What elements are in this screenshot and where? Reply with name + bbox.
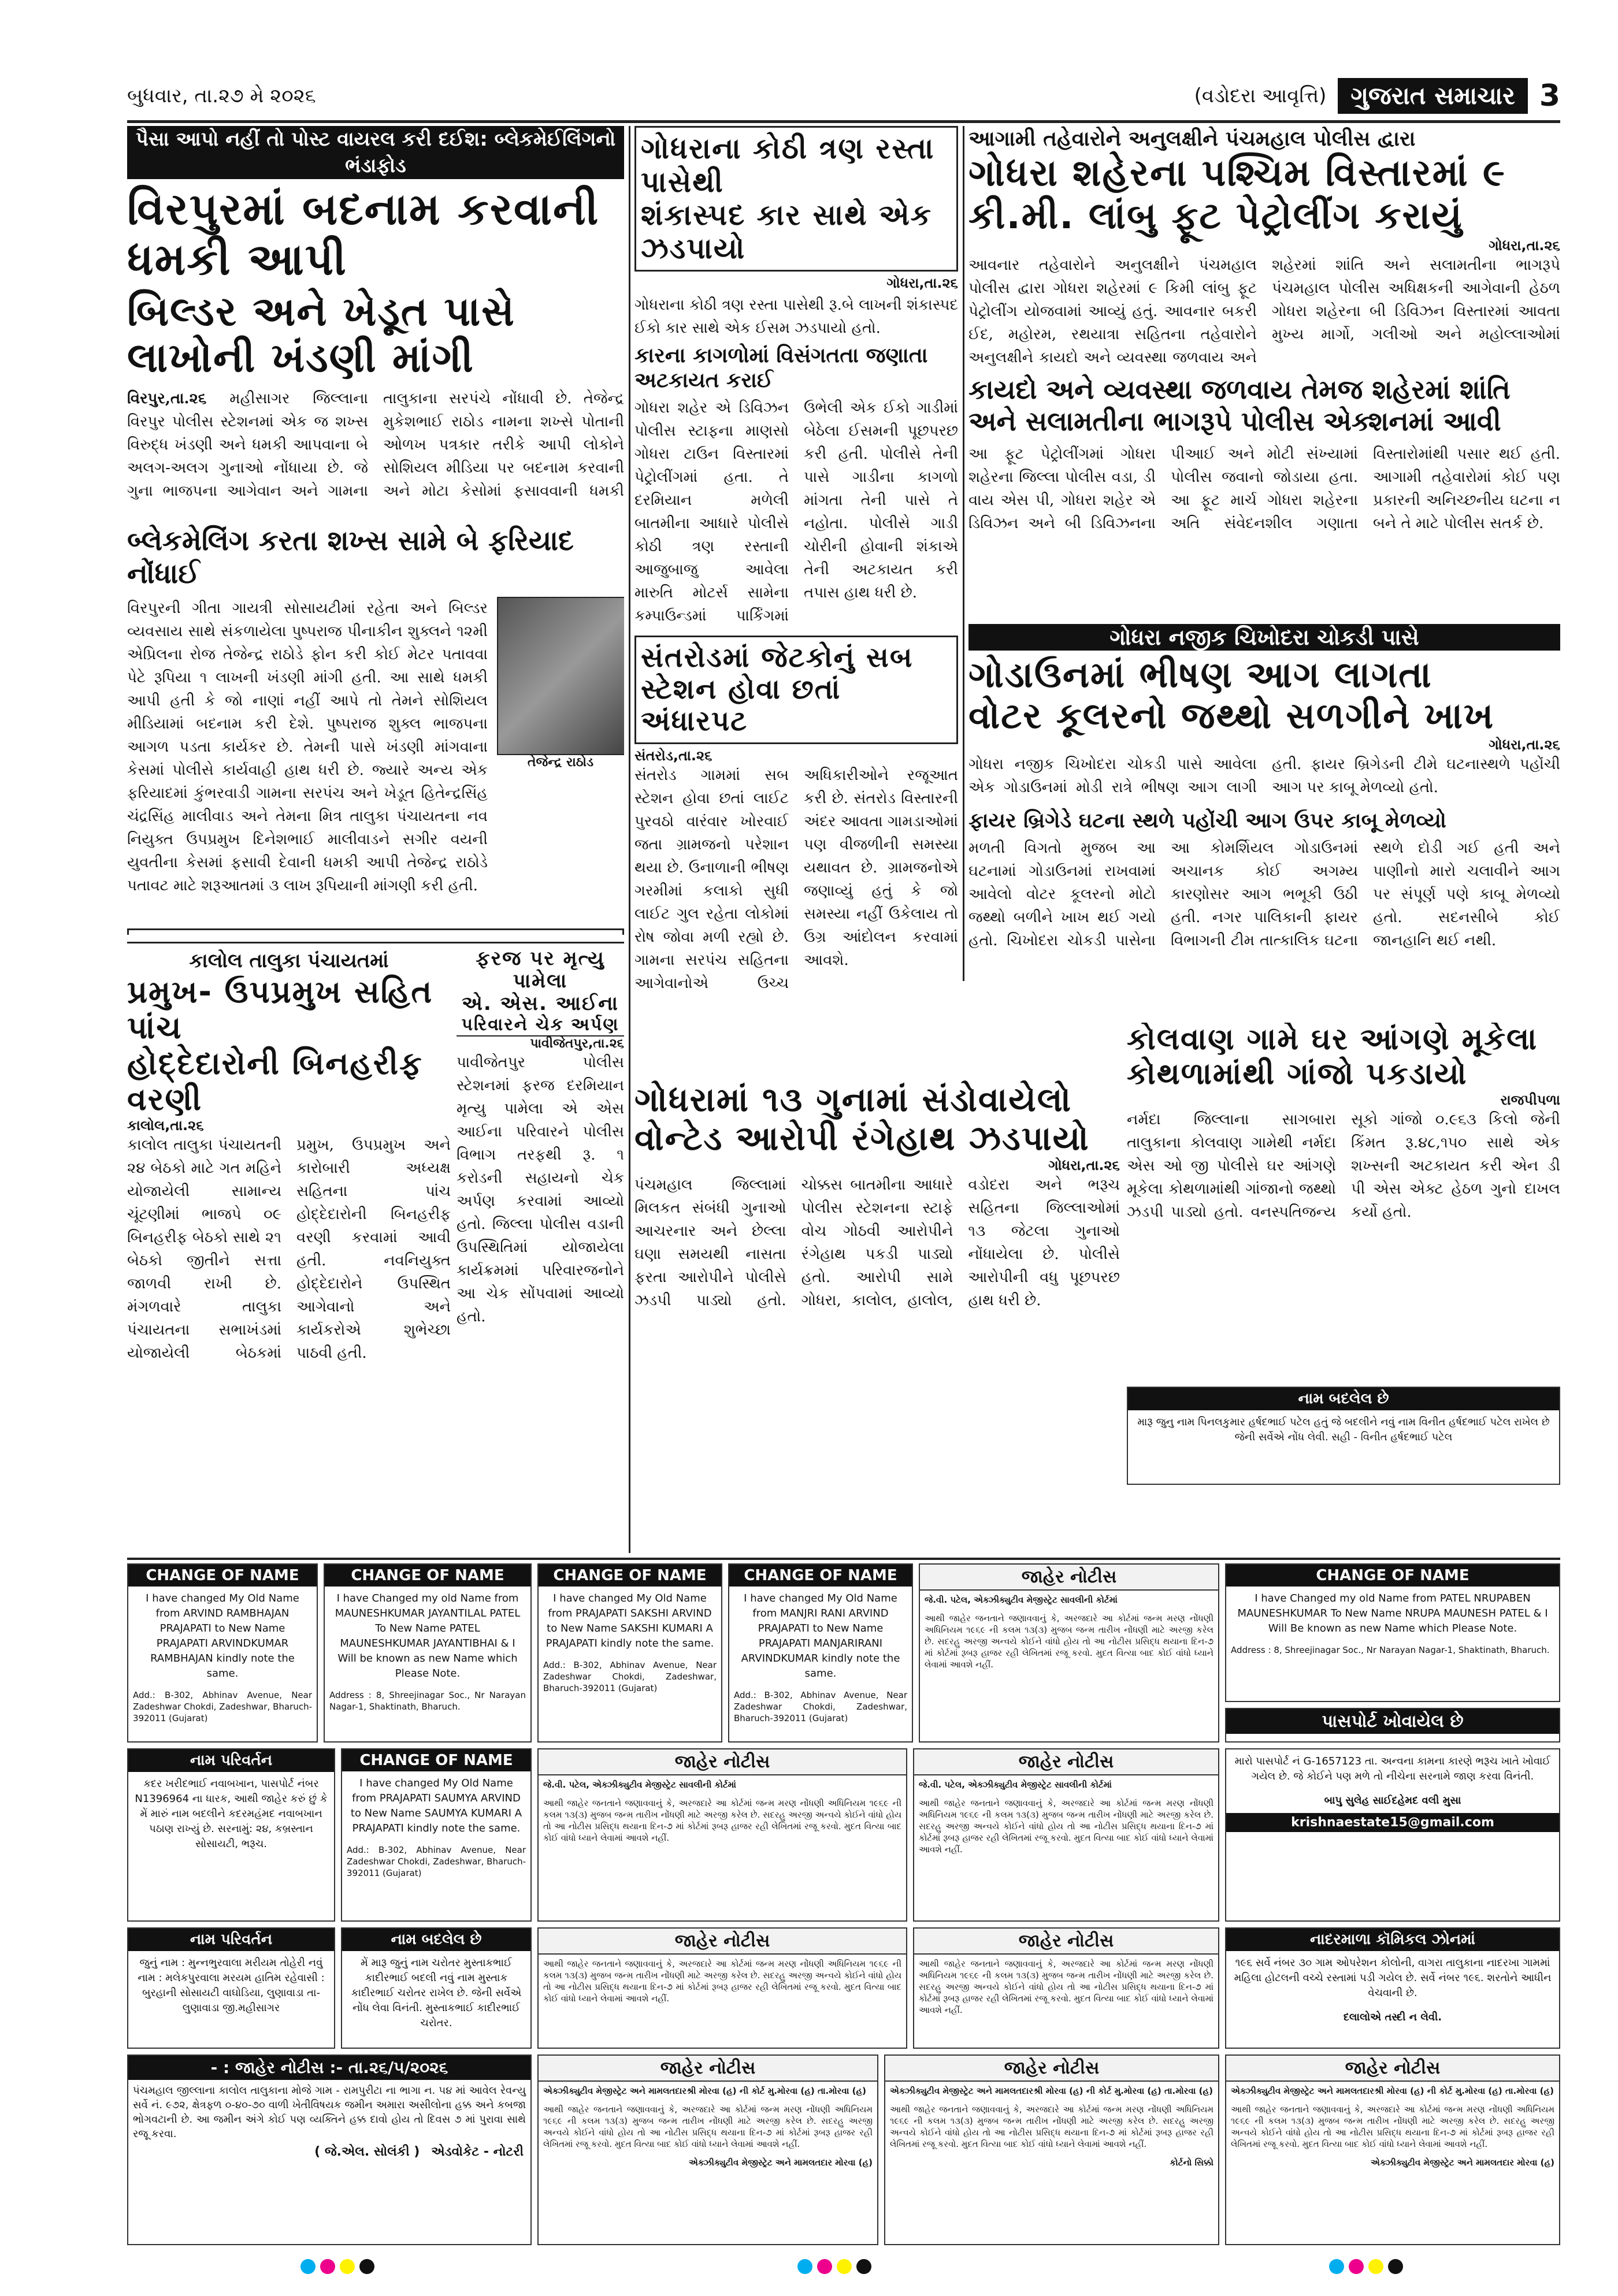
notice-sign: એક્ઝીક્યુટીવ મેજીસ્ટ્રેટ અને મામલતદાર મોરવા (હ) xyxy=(689,2157,873,2168)
notice-body: આથી જાહેર જનતાને જણાવવાનું કે, અરજદારે આ કોર્ટમાં જન્મ મરણ નોંધણી અધિનિયમ ૧૯૬૯ ની કલમ ૧૩(૩) મુજબ જન્મ તારીખ નોંધણી માટે અરજી કરેલ છે. સદરહુ અરજી અન્વયે કોઈને વાંધો હોય તો આ નોટીસ પ્રસિદ્ધ થયાના દિન-૭ માં કોર્ટમાં રૂબરૂ હાજર રહી લેખિતમાં રજૂ કરવો. મુદત વિત્યા બાદ કોઈ વાંધો ધ્યાને લેવામાં આવશે નહીં. xyxy=(1231,2104,1554,2149)
story-headline: પ્રમુખ- ઉપપ્રમુખ સહિત પાંચ xyxy=(127,974,433,1046)
notice-title: જાહેર નોટીસ xyxy=(539,1749,906,1775)
story-headline: ફરજ પર મૃત્યુ પામેલા xyxy=(476,948,605,993)
masthead-paper-name: ગુજરાત સમાચાર xyxy=(1338,78,1527,114)
ad-text: મારૂ જુનુ નામ પિનલકુમાર હર્ષદભાઈ પટેલ હતું જે બદલીને નવું નામ વિનીત હર્ષદભાઈ પટેલ રાખેલ છે જેની સર્વેએ નોંધ લેવી. સહી - વિનીત હર્ષદભાઈ પટેલ xyxy=(1137,1416,1550,1443)
notice-court: જે.વી. પટેલ, એક્ઝીક્યુટીવ મેજીસ્ટ્રેટ સાવલીની કોર્ટમાં xyxy=(925,1595,1118,1605)
notice-body: આથી જાહેર જનતાને જણાવવાનું કે, અરજદારે આ કોર્ટમાં જન્મ મરણ નોંધણી અધિનિયમ ૧૯૬૯ ની કલમ ૧૩(૩) મુજબ જન્મ તારીખ નોંધણી માટે અરજી કરેલ છે. સદરહુ અરજી અન્વયે કોઈને વાંધો હોય તો આ નોટીસ પ્રસિદ્ધ થયાના દિન-૭ માં કોર્ટમાં રૂબરૂ હાજર રહી લેખિતમાં રજૂ કરવો. મુદત વિત્યા બાદ કોઈ વાંધો ધ્યાને લેવામાં આવશે નહીં. xyxy=(919,1798,1214,1855)
ad-address: Add.: B-302, Abhinav Avenue, Near Zadeshwar Chokdi, Zadeshwar, Bharuch-392011 (Gujarat) xyxy=(734,1690,907,1723)
change-of-name-ad xyxy=(1225,1563,1560,1702)
notice-stamp: કોર્ટનો સિક્કો xyxy=(1170,2157,1214,2168)
story-dateline: ગોધરા,તા.૨૬ xyxy=(1489,736,1560,753)
notice-body: આથી જાહેર જનતાને જણાવવાનું કે, અરજદારે આ કોર્ટમાં જન્મ મરણ નોંધણી અધિનિયમ ૧૯૬૯ ની કલમ ૧૩(૩) મુજબ જન્મ તારીખ નોંધણી માટે અરજી કરેલ છે. સદરહુ અરજી અન્વયે કોઈને વાંધો હોય તો આ નોટીસ પ્રસિદ્ધ થયાના દિન-૭ માં કોર્ટમાં રૂબરૂ હાજર રહી લેખિતમાં રજૂ કરવો. મુદત વિત્યા બાદ કોઈ વાંધો ધ્યાને લેવામાં આવશે નહીં. xyxy=(543,2104,873,2149)
land-sale-ad xyxy=(1225,1927,1560,2049)
color-registration-marks xyxy=(300,2259,374,2274)
court-notice xyxy=(919,1563,1219,1743)
story-headline: ગોડાઉનમાં ભીષણ આગ લાગતા xyxy=(968,653,1433,696)
ad-title: CHANGE OF NAME xyxy=(342,1749,530,1771)
story-headline: ગોધરા શહેરના પશ્ચિમ વિસ્તારમાં ૯ xyxy=(968,152,1506,195)
story-body xyxy=(127,387,624,520)
court-notice xyxy=(1225,2054,1560,2245)
ad-text: I have changed My Old Name from PRAJAPATI SAUMYA ARVIND to New Name SAUMYA KUMARI A PRAJAPATI kindly note the same. xyxy=(350,1777,522,1834)
story-body: નર્મદા જિલ્લાના સાગબારા તાલુકાના કોલવાણ ગામેથી નર્મદા એસ ઓ જી પોલીસે ઘર આંગણે મૂકેલા કોથળામાંથી ગાંજાનો જથ્થો ઝડપી પાડ્યો હતો. વનસ્પતિજન્ય સૂકો ગાંજો ૦.૯૬૩ કિલો જેની કિંમત રૂ.૪૮,૧૫૦ સાથે એક શખ્સની અટકાયત કરી એન ડી પી એસ એક્ટ હેઠળ ગુનો દાખલ કર્યો હતો. xyxy=(1127,1110,1560,1221)
story-headline: વિરપુરમાં બદનામ કરવાની ધમકી આપી xyxy=(127,183,600,285)
notice-title: જાહેર નોટીસ xyxy=(539,2056,877,2082)
story-body: કાલોલ તાલુકા પંચાયતની ૨૪ બેઠકો માટે ગત મહિને યોજાયેલી સામાન્ય ચૂંટણીમાં ભાજપે ૦૯ બિનહરીફ બેઠકો સાથે ૨૧ બેઠકો જીતીને સત્તા જાળવી રાખી છે. મંગળવારે તાલુકા પંચાયતના સભાખંડમાં યોજાયેલી બેઠકમાં પ્રમુખ, ઉપપ્રમુખ અને કારોબારી અધ્યક્ષ સહિતના પાંચ હોદ્દેદારોની બિનહરીફ વરણી કરવામાં આવી હતી. નવનિયુક્ત હોદ્દેદારોને ઉપસ્થિત આગેવાનો અને કાર્યકરોએ શુભેચ્છા પાઠવી હતી. xyxy=(127,1136,451,1362)
story-headline-box xyxy=(634,126,958,272)
change-of-name-ad xyxy=(341,1748,532,1922)
story-dateline: ગોધરા,તા.૨૬ xyxy=(1489,237,1560,254)
notice-court: એક્ઝીક્યુટીવ મેજીસ્ટ્રેટ અને મામલતદારશ્રી મોરવા (હ) ની કોર્ટ મુ.મોરવા (હ) તા.મોરવા (હ) xyxy=(890,2086,1213,2096)
story-subhead: ફાયર બ્રિગેડે ઘટના સ્થળે પહોંચી આગ ઉપર કાબૂ મેળવ્યો xyxy=(968,808,1446,833)
ad-title: CHANGE OF NAME xyxy=(128,1565,317,1587)
story-lead: ગોધરા નજીક ચિખોદરા ચોકડી પાસે આવેલા એક ગોડાઉનમાં મોડી રાત્રે ભીષણ આગ લાગી હતી. ફાયર બ્રિગેડની ટીમે ઘટનાસ્થળે પહોંચી આગ પર કાબૂ મેળવ્યો હતો. xyxy=(968,755,1560,796)
ad-text: કદર ખરીદભાઈ નવાબખાન, પાસપોર્ટ નંબર N1396964 ના ધારક, આથી જાહેર કરું છું કે મેં મારું નામ બદલીને કદરમહંમદ નવાબખાન પઠાણ રાખ્યું છે. સરનામું: ૨૪, કબ્રસ્તાન સોસાયટી, ભરૂચ. xyxy=(135,1778,328,1850)
ad-text: I have changed My Old Name from PRAJAPATI SAKSHI ARVIND to New Name SAKSHI KUMARI A PRAJAPATI kindly note the same. xyxy=(545,1592,714,1649)
ad-text: મારો પાસપોર્ટ નં G-1657123 તા. અન્વના કામના કારણે ભરૂચ ખાતે ખોવાઈ ગયેલ છે. જે કોઈને પણ મળે તો નીચેના સરનામે જાણ કરવા વિનંતી. xyxy=(1234,1755,1551,1782)
classifieds-rule xyxy=(127,1558,1560,1560)
story-subhead: બ્લેકમેલિંગ કરતા શખ્સ સામે બે ફરિયાદ નોંધાઈ xyxy=(127,524,574,590)
ad-title: CHANGE OF NAME xyxy=(325,1565,530,1587)
ad-footer: દલાલોએ તસ્દી ન લેવી. xyxy=(1343,2011,1442,2023)
masthead xyxy=(127,73,1560,119)
ad-text: જુનું નામ : મુન્નભુરવાલા મરીયમ તોહેરી નવું નામ : મલેકપુરવાલા મરયમ હાતિમ રહેવાસી : બુરહાની સોસાયટી વાઘોડિયા, લુણાવાડા તા-લુણાવાડા જી.મહીસાગર xyxy=(138,1957,325,2014)
magenta-mark xyxy=(817,2259,832,2274)
color-registration-marks xyxy=(797,2259,871,2274)
ad-title: CHANGE OF NAME xyxy=(729,1565,912,1587)
ad-title: - : જાહેર નોટીસ :- તા.૨૬/૫/૨૦૨૬ xyxy=(128,2056,530,2080)
notice-title: જાહેર નોટીસ xyxy=(914,1749,1218,1775)
accused-photo xyxy=(497,597,624,755)
public-notice-ad xyxy=(127,2054,532,2245)
story-dateline: પાવીજેતપુર,તા.૨૬ xyxy=(530,1036,624,1051)
story-body: વિરપુરની ગીતા ગાયત્રી સોસાયટીમાં રહેતા અને બિલ્ડર વ્યવસાય સાથે સંકળાયેલા પુષ્પરાજ પીનાકીન શુક્લને ૧૨મી એપ્રિલના રોજ તેજેન્દ્ર રાઠોડે ફોન કરી કોઈ મેટર પતાવવા પેટે રૂપિયા ૧ લાખની ખંડણી માંગી હતી. આ સાથે ધમકી આપી હતી કે જો નાણાં નહીં આપે તો તેમને સોશિયલ મીડિયામાં બદનામ કરી દેશે. પુષ્પરાજ શુક્લ ભાજપના આગળ પડતા કાર્યકર છે. તેમની પાસે ખંડણી માંગવાના કેસમાં પોલીસે કાર્યવાહી હાથ ધરી છે. જ્યારે અન્ય એક ફરિયાદમાં કુંભરવાડી ગામના સરપંચ અને ખેડૂત હિતેન્દ્રસિંહ ચંદ્રસિંહ માલીવાડ અને તેમના મિત્ર તાલુકા પંચાયતના નવ નિયુક્ત ઉપપ્રમુખ દિનેશભાઈ માલીવાડને સગીર વયની યુવતીના કેસમાં ફસાવી દેવાની ધમકી આપી તેજેન્દ્ર રાઠોડે પતાવટ માટે શરૂઆતમાં ૩ લાખ રૂપિયાની માંગણી કરી હતી. xyxy=(127,599,488,894)
story-body: પંચમહાલ જિલ્લામાં મિલકત સંબંધી ગુનાઓ આચરનાર અને છેલ્લા ઘણા સમયથી નાસતા ફરતા આરોપીને પોલીસે ઝડપી પાડ્યો હતો. ચોક્કસ બાતમીના આધારે પોલીસ સ્ટેશનના સ્ટાફે વોચ ગોઠવી આરોપીને રંગેહાથ પકડી પાડ્યો હતો. આરોપી સામે ગોધરા, કાલોલ, હાલોલ, વડોદરા અને ભરૂચ સહિતના જિલ્લાઓમાં ૧૩ જેટલા ગુનાઓ નોંધાયેલા છે. પોલીસે આરોપીની વધુ પૂછપરછ હાથ ધરી છે. xyxy=(634,1176,1120,1310)
black-mark xyxy=(359,2259,374,2274)
yellow-mark xyxy=(837,2259,852,2274)
notice-body: આથી જાહેર જનતાને જણાવવાનું કે, અરજદારે આ કોર્ટમાં જન્મ મરણ નોંધણી અધિનિયમ ૧૯૬૯ ની કલમ ૧૩(૩) મુજબ જન્મ તારીખ નોંધણી માટે અરજી કરેલ છે. સદરહુ અરજી અન્વયે કોઈને વાંધો હોય તો આ નોટીસ પ્રસિદ્ધ થયાના દિન-૭ માં કોર્ટમાં રૂબરૂ હાજર રહી લેખિતમાં રજૂ કરવો. મુદત વિત્યા બાદ કોઈ વાંધો ધ્યાને લેવામાં આવશે નહીં. xyxy=(890,2104,1214,2149)
notice-body: આથી જાહેર જનતાને જણાવવાનું કે, અરજદારે આ કોર્ટમાં જન્મ મરણ નોંધણી અધિનિયમ ૧૯૬૯ ની કલમ ૧૩(૩) મુજબ જન્મ તારીખ નોંધણી માટે અરજી કરેલ છે. સદરહુ અરજી અન્વયે કોઈને વાંધો હોય તો આ નોટીસ પ્રસિદ્ધ થયાના દિન-૭ માં કોર્ટમાં રૂબરૂ હાજર રહી લેખિતમાં રજૂ કરવો. મુદત વિત્યા બાદ કોઈ વાંધો ધ્યાને લેવામાં આવશે નહીં. xyxy=(543,1798,901,1843)
notice-title: જાહેર નોટીસ xyxy=(885,2056,1218,2082)
magenta-mark xyxy=(1349,2259,1364,2274)
notice-title: જાહેર નોટીસ xyxy=(1226,2056,1559,2082)
yellow-mark xyxy=(1368,2259,1383,2274)
story-dateline: સંતરોડ,તા.૨૬ xyxy=(634,747,712,764)
ad-address: Add.: B-302, Abhinav Avenue, Near Zadeshwar Chokdi, Zadeshwar, Bharuch-392011 (Gujarat) xyxy=(347,1845,526,1878)
masthead-page-number: 3 xyxy=(1539,79,1560,113)
masthead-rule xyxy=(127,120,1560,123)
story-headline: કોથળામાંથી ગાંજો પકડાયો xyxy=(1127,1056,1468,1091)
ad-address: Address : 8, Shreejinagar Soc., Nr Narayan Nagar-1, Shaktinath, Bharuch. xyxy=(329,1690,526,1712)
notice-court: જે.વી. પટેલ, એક્ઝીક્યુટીવ મેજીસ્ટ્રેટ સાવલીની કોર્ટમાં xyxy=(543,1779,736,1790)
ad-text: પંચમહાલ જીલ્લાના કાલોલ તાલુકાના મોજે ગામ - રામપુરીટા ના ભાગા ન. ૫૪ માં આવેલ રેવન્યુ સર્વે નં. ૯૭૨, ક્ષેત્રફળ ૦-૪૦-૭૦ વાળી ખેતીવિષયક જમીન અમારા અસીલોના હક્ક અને કબજા ભોગવટાની છે. આ જમીન અંગે કોઈ પણ વ્યક્તિને હક્ક દાવો હોય તો દિવસ ૭ માં પુરાવા સાથે રજૂ કરવા. xyxy=(133,2085,526,2140)
column-divider xyxy=(629,126,630,1553)
court-notice xyxy=(537,1748,907,1922)
story-kolvan-ganja xyxy=(1127,1023,1560,1381)
change-of-name-ad xyxy=(127,1563,318,1743)
passport-ad xyxy=(1225,1748,1560,1922)
story-santrod-power xyxy=(634,636,958,1075)
magenta-mark xyxy=(320,2259,335,2274)
ad-title: પાસપોર્ટ ખોવાયેલ છે xyxy=(1226,1709,1559,1734)
story-boxed-text xyxy=(127,928,624,935)
yellow-mark xyxy=(340,2259,355,2274)
ad-text: I have changed My Old Name from MANJRI RANI ARVIND PRAJAPATI to New Name PRAJAPATI MANJARIRANI ARVINDKUMAR kindly note the same. xyxy=(741,1592,900,1680)
ad-text: I have Changed my old Name from PATEL NRUPABEN MAUNESHKUMAR To New Name NRUPA MAUNESH PATEL & I Will Be known as new Name which Please Note. xyxy=(1237,1592,1548,1634)
story-dateline: કાલોલ,તા.૨૬ xyxy=(127,1117,204,1134)
story-text: મહીસાગર જિલ્લાના વિરપુર પોલીસ સ્ટેશનમાં એક જ શખ્સ વિરુદ્ધ ખંડણી અને ધમકી આપવાના બે અલગ-અલગ ગુનાઓ નોંધાયા છે. જે ગુના ભાજપના આગેવાન અને ગામના તાલુકાના સરપંચે નોંધાવી છે. તેજેન્દ્ર મુકેશભાઈ રાઠોડ નામના શખ્સે પોતાની ઓળખ પત્રકાર તરીકે આપી લોકોને સોશિયલ મીડિયા પર બદનામ કરવાની અને મોટા કેસોમાં ફસાવવાની ધમકી xyxy=(127,389,624,500)
court-notice xyxy=(537,2054,878,2245)
story-headline: ગોધરામાં ૧૩ ગુનામાં સંડોવાયેલો xyxy=(634,1080,1073,1119)
passport-ad-title xyxy=(1225,1708,1560,1743)
ad-address: Address : 8, Shreejinagar Soc., Nr Narayan Nagar-1, Shaktinath, Bharuch. xyxy=(1231,1645,1550,1655)
notice-title: જાહેર નોટીસ xyxy=(920,1565,1218,1591)
story-dateline: વિરપુર,તા.૨૬ xyxy=(127,389,207,407)
story-kicker: આગામી તહેવારોને અનુલક્ષીને પંચમહાલ પોલીસ દ્વારા xyxy=(968,127,1416,151)
court-notice xyxy=(884,2054,1219,2245)
story-headline: બિલ્ડર અને ખેડૂત પાસે લાખોની ખંડણી માંગી xyxy=(127,287,515,382)
story-headline: હોદ્દેદારોની બિનહરીફ વરણી xyxy=(127,1045,423,1118)
notice-body: આથી જાહેર જનતાને જણાવવાનું કે, અરજદારે આ કોર્ટમાં જન્મ મરણ નોંધણી અધિનિયમ ૧૯૬૯ ની કલમ ૧૩(૩) મુજબ જન્મ તારીખ નોંધણી માટે અરજી કરેલ છે. સદરહુ અરજી અન્વયે કોઈને વાંધો હોય તો આ નોટીસ પ્રસિદ્ધ થયાના દિન-૭ માં કોર્ટમાં રૂબરૂ હાજર રહી લેખિતમાં રજૂ કરવો. મુદત વિત્યા બાદ કોઈ વાંધો ધ્યાને લેવામાં આવશે નહીં. xyxy=(919,1959,1214,2015)
ad-name: બાપુ સુલેહ સાઈદહેમદ વલી મુસા xyxy=(1324,1795,1461,1807)
ad-text: I have changed My Old Name from ARVIND RAMBHAJAN PRAJAPATI to New Name PRAJAPATI ARVINDKUMAR RAMBHAJAN kindly note the same. xyxy=(146,1592,299,1680)
ad-role: એડવોકેટ - નોટરી xyxy=(431,2145,524,2159)
court-notice xyxy=(537,1927,907,2049)
story-subhead: કારના કાગળોમાં વિસંગતતા જણાતા અટકાયત કરાઈ xyxy=(634,344,928,393)
name-change-ad xyxy=(127,1927,335,2049)
notice-title: જાહેર નોટીસ xyxy=(914,1929,1218,1955)
ad-text: I have Changed my old Name from MAUNESHKUMAR JAYANTILAL PATEL To New Name PATEL MAUNESHKUMAR JAYANTIBHAI & I Will be known as new Name which Please Note. xyxy=(335,1592,521,1680)
story-headline: ગોધરાના કોઠી ત્રણ રસ્તા પાસેથી xyxy=(641,132,935,199)
notice-title: જાહેર નોટીસ xyxy=(539,1929,906,1955)
story-body: પાવીજેતપુર પોલીસ સ્ટેશનમાં ફરજ દરમિયાન મૃત્યુ પામેલા એ એસ આઈના પરિવારને પોલીસ વિભાગ તરફથી રૂ. ૧ કરોડની સહાયનો ચેક અર્પણ કરવામાં આવ્યો હતો. જિલ્લા પોલીસ વડાની ઉપસ્થિતિમાં યોજાયેલા કાર્યક્રમમાં પરિવારજનોને આ ચેક સોંપવામાં આવ્યો હતો. xyxy=(457,1053,624,1325)
story-dateline: ગોધરા,તા.૨૬ xyxy=(886,275,958,291)
story-headline: સ્ટેશન હોવા છતાં અંધારપટ xyxy=(641,673,841,738)
name-change-ad xyxy=(127,1748,335,1922)
section-rule xyxy=(127,942,624,943)
court-notice xyxy=(913,1927,1219,2049)
story-subhead: કાયદો અને વ્યવસ્થા જળવાય તેમજ શહેરમાં શાંતિ અને સલામતીના ભાગરૂપે પોલીસ એક્શનમાં આવી xyxy=(968,374,1511,437)
story-body: આવનાર તહેવારોને અનુલક્ષીને પંચમહાલ પોલીસ દ્વારા ગોધરા શહેરમાં ૯ કિમી લાંબુ ફૂટ પેટ્રોલીંગ યોજવામાં આવ્યું હતું. આવનાર બકરી ઈદ, મહોરમ, રથયાત્રા સહિતના તહેવારોને અનુલક્ષીને કાયદો અને વ્યવસ્થા જળવાય અને શહેરમાં શાંતિ અને સલામતીના ભાગરૂપે પંચમહાલ પોલીસ અધિક્ષકની આગેવાની હેઠળ ગોધરા શહેરના બી ડિવિઝન વિસ્તારમાં આવતા મુખ્ય માર્ગો, ગલીઓ અને મહોલ્લાઓમાં xyxy=(968,257,1560,367)
story-kicker: કાલોલ તાલુકા પંચાયતમાં xyxy=(189,949,389,972)
cyan-mark xyxy=(1329,2259,1344,2274)
color-registration-marks xyxy=(1329,2259,1403,2274)
story-kicker: ગોધરા નજીક ચિખોદરા ચોકડી પાસે xyxy=(968,624,1560,651)
ad-address: Add.: B-302, Abhinav Avenue, Near Zadeshwar Chokdi, Zadeshwar, Bharuch-392011 (Gujarat) xyxy=(543,1660,717,1693)
story-body: સંતરોડ ગામમાં સબ સ્ટેશન હોવા છતાં લાઈટ પુરવઠો વારંવાર ખોરવાઈ જતા ગ્રામજનો પરેશાન થયા છે. ઉનાળાની ભીષણ ગરમીમાં કલાકો સુધી લાઈટ ગુલ રહેતા લોકોમાં રોષ જોવા મળી રહ્યો છે. ગામના સરપંચ સહિતના આગેવાનોએ ઉચ્ચ અધિકારીઓને રજૂઆત કરી છે. સંતરોડ વિસ્તારની અંદર આવતા ગામડાઓમાં પણ વીજળીની સમસ્યા યથાવત છે. ગ્રામજનોએ જણાવ્યું હતું કે જો સમસ્યા નહીં ઉકેલાય તો ઉગ્ર આંદોલન કરવામાં આવશે. xyxy=(634,766,958,992)
change-of-name-ad xyxy=(728,1563,913,1743)
black-mark xyxy=(1388,2259,1403,2274)
story-kalol-panchayat xyxy=(127,948,451,1554)
story-dateline: ગોધરા,તા.૨૬ xyxy=(1048,1157,1120,1174)
ad-title: નામ બદલેલ છે xyxy=(1128,1388,1559,1410)
ad-title: નામ બદલેલ છે xyxy=(342,1929,530,1951)
story-headline: વોન્ટેડ આરોપી રંગેહાથ ઝડપાયો xyxy=(634,1118,1090,1158)
notice-body: આથી જાહેર જનતાને જણાવવાનું કે, અરજદારે આ કોર્ટમાં જન્મ મરણ નોંધણી અધિનિયમ ૧૯૬૯ ની કલમ ૧૩(૩) મુજબ જન્મ તારીખ નોંધણી માટે અરજી કરેલ છે. સદરહુ અરજી અન્વયે કોઈને વાંધો હોય તો આ નોટીસ પ્રસિદ્ધ થયાના દિન-૭ માં કોર્ટમાં રૂબરૂ હાજર રહી લેખિતમાં રજૂ કરવો. મુદત વિત્યા બાદ કોઈ વાંધો ધ્યાને લેવામાં આવશે નહીં. xyxy=(543,1959,901,2004)
masthead-date: બુધવાર, તા.૨૭ મે ૨૦૨૬ xyxy=(127,84,316,107)
ad-title: CHANGE OF NAME xyxy=(539,1565,721,1587)
notice-court: એક્ઝીક્યુટીવ મેજીસ્ટ્રેટ અને મામલતદારશ્રી મોરવા (હ) ની કોર્ટ મુ.મોરવા (હ) તા.મોરવા (હ) xyxy=(1231,2086,1554,2096)
notice-body: આથી જાહેર જનતાને જણાવવાનું કે, અરજદારે આ કોર્ટમાં જન્મ મરણ નોંધણી અધિનિયમ ૧૯૬૯ ની કલમ ૧૩(૩) મુજબ જન્મ તારીખ નોંધણી માટે અરજી કરેલ છે. સદરહુ અરજી અન્વયે કોઈને વાંધો હોય તો આ નોટીસ પ્રસિદ્ધ થયાના દિન-૭ માં કોર્ટમાં રૂબરૂ હાજર રહી લેખિતમાં રજૂ કરવો. મુદત વિત્યા બાદ કોઈ વાંધો ધ્યાને લેવામાં આવશે નહીં. xyxy=(925,1613,1214,1670)
story-godhra-wanted xyxy=(634,1080,1120,1554)
story-godhra-patrolling xyxy=(968,126,1560,617)
ad-title: નામ પરિવર્તન xyxy=(128,1929,334,1951)
ad-text: ૧૯૬ સર્વે નંબર ૩૦ ગામ ઓપરેશન કોલોની, વાગરા તાલુકાના નાદરખા ગામમાં મહિલા હોટલની વચ્ચે રસ્તામાં પડી ગયેલ છે. સર્વે નંબર ૧૯૬. શરતોને આધીન વેચવાની છે. xyxy=(1234,1957,1552,1999)
story-body: આ ફૂટ પેટ્રોલીંગમાં ગોધરા શહેરના જિલ્લા પોલીસ વડા, ડી વાય એસ પી, ગોધરા શહેર એ ડિવિઝન અને બી ડિવિઝનના પીઆઈ અને મોટી સંખ્યામાં પોલીસ જવાનો જોડાયા હતા. આ ફૂટ માર્ચ ગોધરા શહેરના અતિ સંવેદનશીલ ગણાતા વિસ્તારોમાંથી પસાર થઈ હતી. આગામી તહેવારોમાં કોઈ પણ પ્રકારની અનિચ્છનીય ઘટના ન બને તે માટે પોલીસ સતર્ક છે. xyxy=(968,445,1560,532)
story-virpur-extortion xyxy=(127,126,624,935)
ad-title: CHANGE OF NAME xyxy=(1226,1565,1559,1587)
cyan-mark xyxy=(797,2259,812,2274)
ad-address: Add.: B-302, Abhinav Avenue, Near Zadeshwar Chokdi, Zadeshwar, Bharuch-392011 (Gujarat) xyxy=(133,1690,312,1723)
cyan-mark xyxy=(300,2259,316,2274)
court-notice xyxy=(913,1748,1219,1922)
story-body: ગોધરા શહેર એ ડિવિઝન પોલીસ સ્ટાફના માણસો ગોધરા ટાઉન વિસ્તારમાં પેટ્રોલીંગમાં હતા. તે દરમિયાન મળેલી બાતમીના આધારે પોલીસે કોઠી ત્રણ રસ્તાની આજુબાજુ આવેલા મારુતિ મોટર્સ સામેના કમ્પાઉન્ડમાં પાર્કિંગમાં ઉભેલી એક ઈકો ગાડીમાં બેઠેલા ઈસમની પૂછપરછ કરી હતી. પોલીસે તેની પાસે ગાડીના કાગળો માંગતા તેની પાસે તે નહોતા. પોલીસે ગાડી ચોરીની હોવાની શંકાએ તેની અટકાયત કરી તપાસ હાથ ધરી છે. xyxy=(634,399,958,625)
change-of-name-ad xyxy=(537,1563,722,1743)
story-headline: શંકાસ્પદ કાર સાથે એક ઝડપાયો xyxy=(641,198,933,265)
story-headline: કી.મી. લાંબુ ફૂટ પેટ્રોલીંગ કરાયું xyxy=(968,194,1463,237)
ad-title: નામ પરિવર્તન xyxy=(128,1749,334,1772)
ad-title: નાદરમાળા કૉમિકલ ઝોનમાં xyxy=(1226,1929,1559,1951)
name-change-ad xyxy=(1127,1387,1560,1485)
story-lead: ગોધરાના કોઠી ત્રણ રસ્તા પાસેથી રૂ.બે લાખની શંકાસ્પદ ઈકો કાર સાથે એક ઈસમ ઝડપાયો હતો. xyxy=(634,296,958,337)
name-change-ad xyxy=(341,1927,532,2049)
story-headline: પરિવારને ચેક અર્પણ xyxy=(457,1015,624,1036)
ad-signature: ( જે.એલ. સોલંકી ) xyxy=(314,2145,420,2159)
notice-court: એક્ઝીક્યુટીવ મેજીસ્ટ્રેટ અને મામલતદારશ્રી મોરવા (હ) ની કોર્ટ મુ.મોરવા (હ) તા.મોરવા (હ) xyxy=(543,2086,866,2096)
notice-sign: એક્ઝીક્યુટીવ મેજીસ્ટ્રેટ અને મામલતદાર મોરવા (હ) xyxy=(1371,2157,1554,2168)
story-headline: સંતરોડમાં જેટકોનું સબ xyxy=(641,641,914,674)
story-kicker: પૈસા આપો નહીં તો પોસ્ટ વાયરલ કરી દઈશ: બ્લેકમેઈલિંગનો ભંડાફોડ xyxy=(127,126,624,179)
column-divider xyxy=(963,126,964,981)
story-dateline: રાજપીપળા xyxy=(1500,1091,1560,1108)
story-headline: વોટર કૂલરનો જથ્થો સળગીને ખાખ xyxy=(968,694,1495,737)
story-godhra-car xyxy=(634,126,958,629)
photo-caption: તેજેન્દ્ર રાઠોડ xyxy=(527,755,594,770)
story-headline-box xyxy=(634,636,958,744)
story-headline: એ. એસ. આઈના xyxy=(462,992,619,1016)
masthead-edition: (વડોદરા આવૃત્તિ) xyxy=(1194,84,1327,107)
ad-text: મેં મારૂ જુનું નામ ચરોતર મુસ્તાકભાઈ કાદીરભાઈ બદલી નવું નામ મુસ્તાક કાદીરભાઈ ચરોતર રાખેલ છે. જેની સર્વેએ નોંધ લેવા વિનંતી. મુસ્તાકભાઈ કાદીરભાઈ ચરોતર. xyxy=(351,1957,522,2029)
ad-contact: krishnaestate15@gmail.com xyxy=(1226,1813,1559,1832)
notice-court: જે.વી. પટેલ, એક્ઝીક્યુટીવ મેજીસ્ટ્રેટ સાવલીની કોર્ટમાં xyxy=(919,1779,1112,1790)
black-mark xyxy=(856,2259,871,2274)
story-headline: કોલવાણ ગામે ઘર આંગણે મૂકેલા xyxy=(1127,1023,1538,1057)
change-of-name-ad xyxy=(324,1563,532,1743)
story-asi-cheque xyxy=(457,948,624,1554)
story-godown-fire xyxy=(968,624,1560,1017)
story-body: મળતી વિગતો મુજબ આ ઘટનામાં ગોડાઉનમાં રાખવામાં આવેલો વોટર કૂલરનો મોટો જથ્થો બળીને ખાખ થઈ ગયો હતો. ચિખોદરા ચોકડી પાસેના આ કોમર્શિયલ ગોડાઉનમાં અચાનક કોઈ અગમ્ય કારણોસર આગ ભભૂકી ઉઠી હતી. નગર પાલિકાની ફાયર વિભાગની ટીમ તાત્કાલિક ઘટના સ્થળે દોડી ગઈ હતી અને પાણીનો મારો ચલાવીને આગ પર સંપૂર્ણ પણે કાબૂ મેળવ્યો હતો. સદનસીબે કોઈ જાનહાનિ થઈ નથી. xyxy=(968,839,1560,949)
